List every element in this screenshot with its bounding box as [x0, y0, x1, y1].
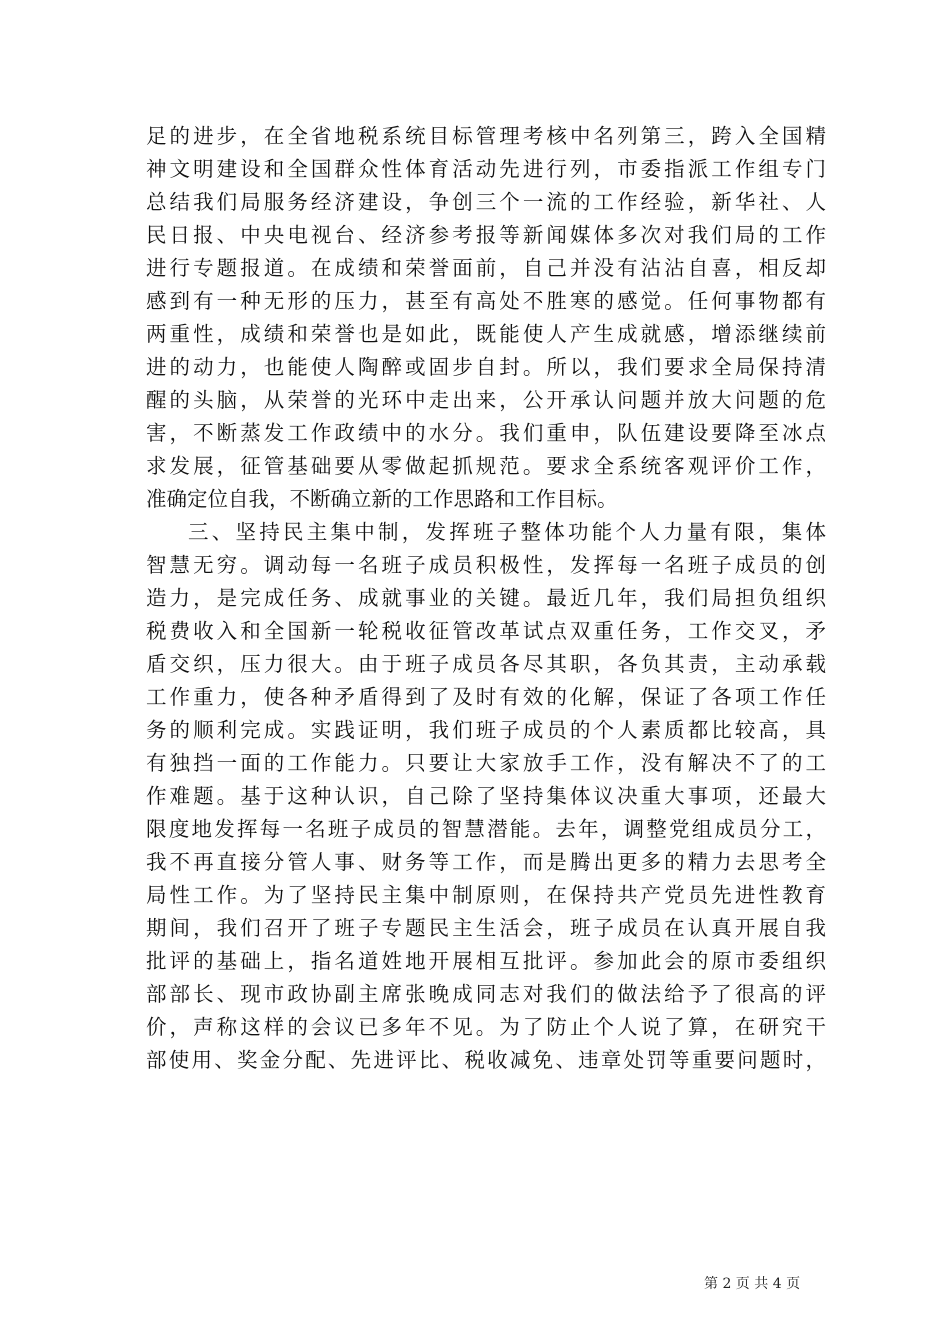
- text-line-29: 部使用、奖金分配、先进评比、税收减免、违章处罚等重要问题时，: [146, 1048, 826, 1072]
- text-line-12: 准确定位自我，不断确立新的工作思路和工作目标。: [146, 487, 618, 511]
- text-line-9: 醒的头脑，从荣誉的光环中走出来，公开承认问题并放大问题的危: [146, 388, 826, 412]
- text-line-6: 感到有一种无形的压力，甚至有高处不胜寒的感觉。任何事物都有: [146, 289, 826, 313]
- text-line-8: 进的动力，也能使人陶醉或固步自封。所以，我们要求全局保持清: [146, 355, 826, 379]
- text-line-4: 民日报、中央电视台、经济参考报等新闻媒体多次对我们局的工作: [146, 223, 826, 247]
- text-line-7: 两重性，成绩和荣誉也是如此，既能使人产生成就感，增添继续前: [146, 322, 826, 346]
- page-number: 第 2 页 共 4 页: [704, 1276, 801, 1292]
- text-line-28: 价，声称这样的会议已多年不见。为了防止个人说了算，在研究干: [146, 1015, 826, 1039]
- text-line-15: 造力，是完成任务、成就事业的关键。最近几年，我们局担负组织: [146, 586, 826, 610]
- text-line-16: 税费收入和全国新一轮税收征管改革试点双重任务，工作交叉，矛: [146, 619, 826, 643]
- text-line-24: 局性工作。为了坚持民主集中制原则，在保持共产党员先进性教育: [146, 883, 826, 907]
- document-body: [146, 120, 826, 1077]
- text-line-20: 有独挡一面的工作能力。只要让大家放手工作，没有解决不了的工: [146, 751, 826, 775]
- text-line-11: 求发展，征管基础要从零做起抓规范。要求全系统客观评价工作，: [146, 454, 826, 478]
- text-line-22: 限度地发挥每一名班子成员的智慧潜能。去年，调整党组成员分工，: [146, 817, 826, 841]
- text-line-1: 足的进步，在全省地税系统目标管理考核中名列第三，跨入全国精: [146, 124, 826, 148]
- text-line-10: 害，不断蒸发工作政绩中的水分。我们重申，队伍建设要降至冰点: [146, 421, 826, 445]
- text-line-3: 总结我们局服务经济建设，争创三个一流的工作经验，新华社、人: [146, 190, 826, 214]
- text-line-19: 务的顺利完成。实践证明，我们班子成员的个人素质都比较高，具: [146, 718, 826, 742]
- text-line-14: 智慧无穷。调动每一名班子成员积极性，发挥每一名班子成员的创: [146, 553, 826, 577]
- text-line-2: 神文明建设和全国群众性体育活动先进行列，市委指派工作组专门: [146, 157, 826, 181]
- text-line-25: 期间，我们召开了班子专题民主生活会，班子成员在认真开展自我: [146, 916, 826, 940]
- section-three-heading-line: 三、坚持民主集中制，发挥班子整体功能个人力量有限，集体: [188, 520, 826, 544]
- text-line-21: 作难题。基于这种认识，自己除了坚持集体议决重大事项，还最大: [146, 784, 826, 808]
- text-line-5: 进行专题报道。在成绩和荣誉面前，自己并没有沾沾自喜，相反却: [146, 256, 826, 280]
- text-line-17: 盾交织，压力很大。由于班子成员各尽其职，各负其责，主动承载: [146, 652, 826, 676]
- text-line-18: 工作重力，使各种矛盾得到了及时有效的化解，保证了各项工作任: [146, 685, 826, 709]
- text-line-26: 批评的基础上，指名道姓地开展相互批评。参加此会的原市委组织: [146, 949, 826, 973]
- text-line-27: 部部长、现市政协副主席张晚成同志对我们的做法给予了很高的评: [146, 982, 826, 1006]
- text-line-23: 我不再直接分管人事、财务等工作，而是腾出更多的精力去思考全: [146, 850, 826, 874]
